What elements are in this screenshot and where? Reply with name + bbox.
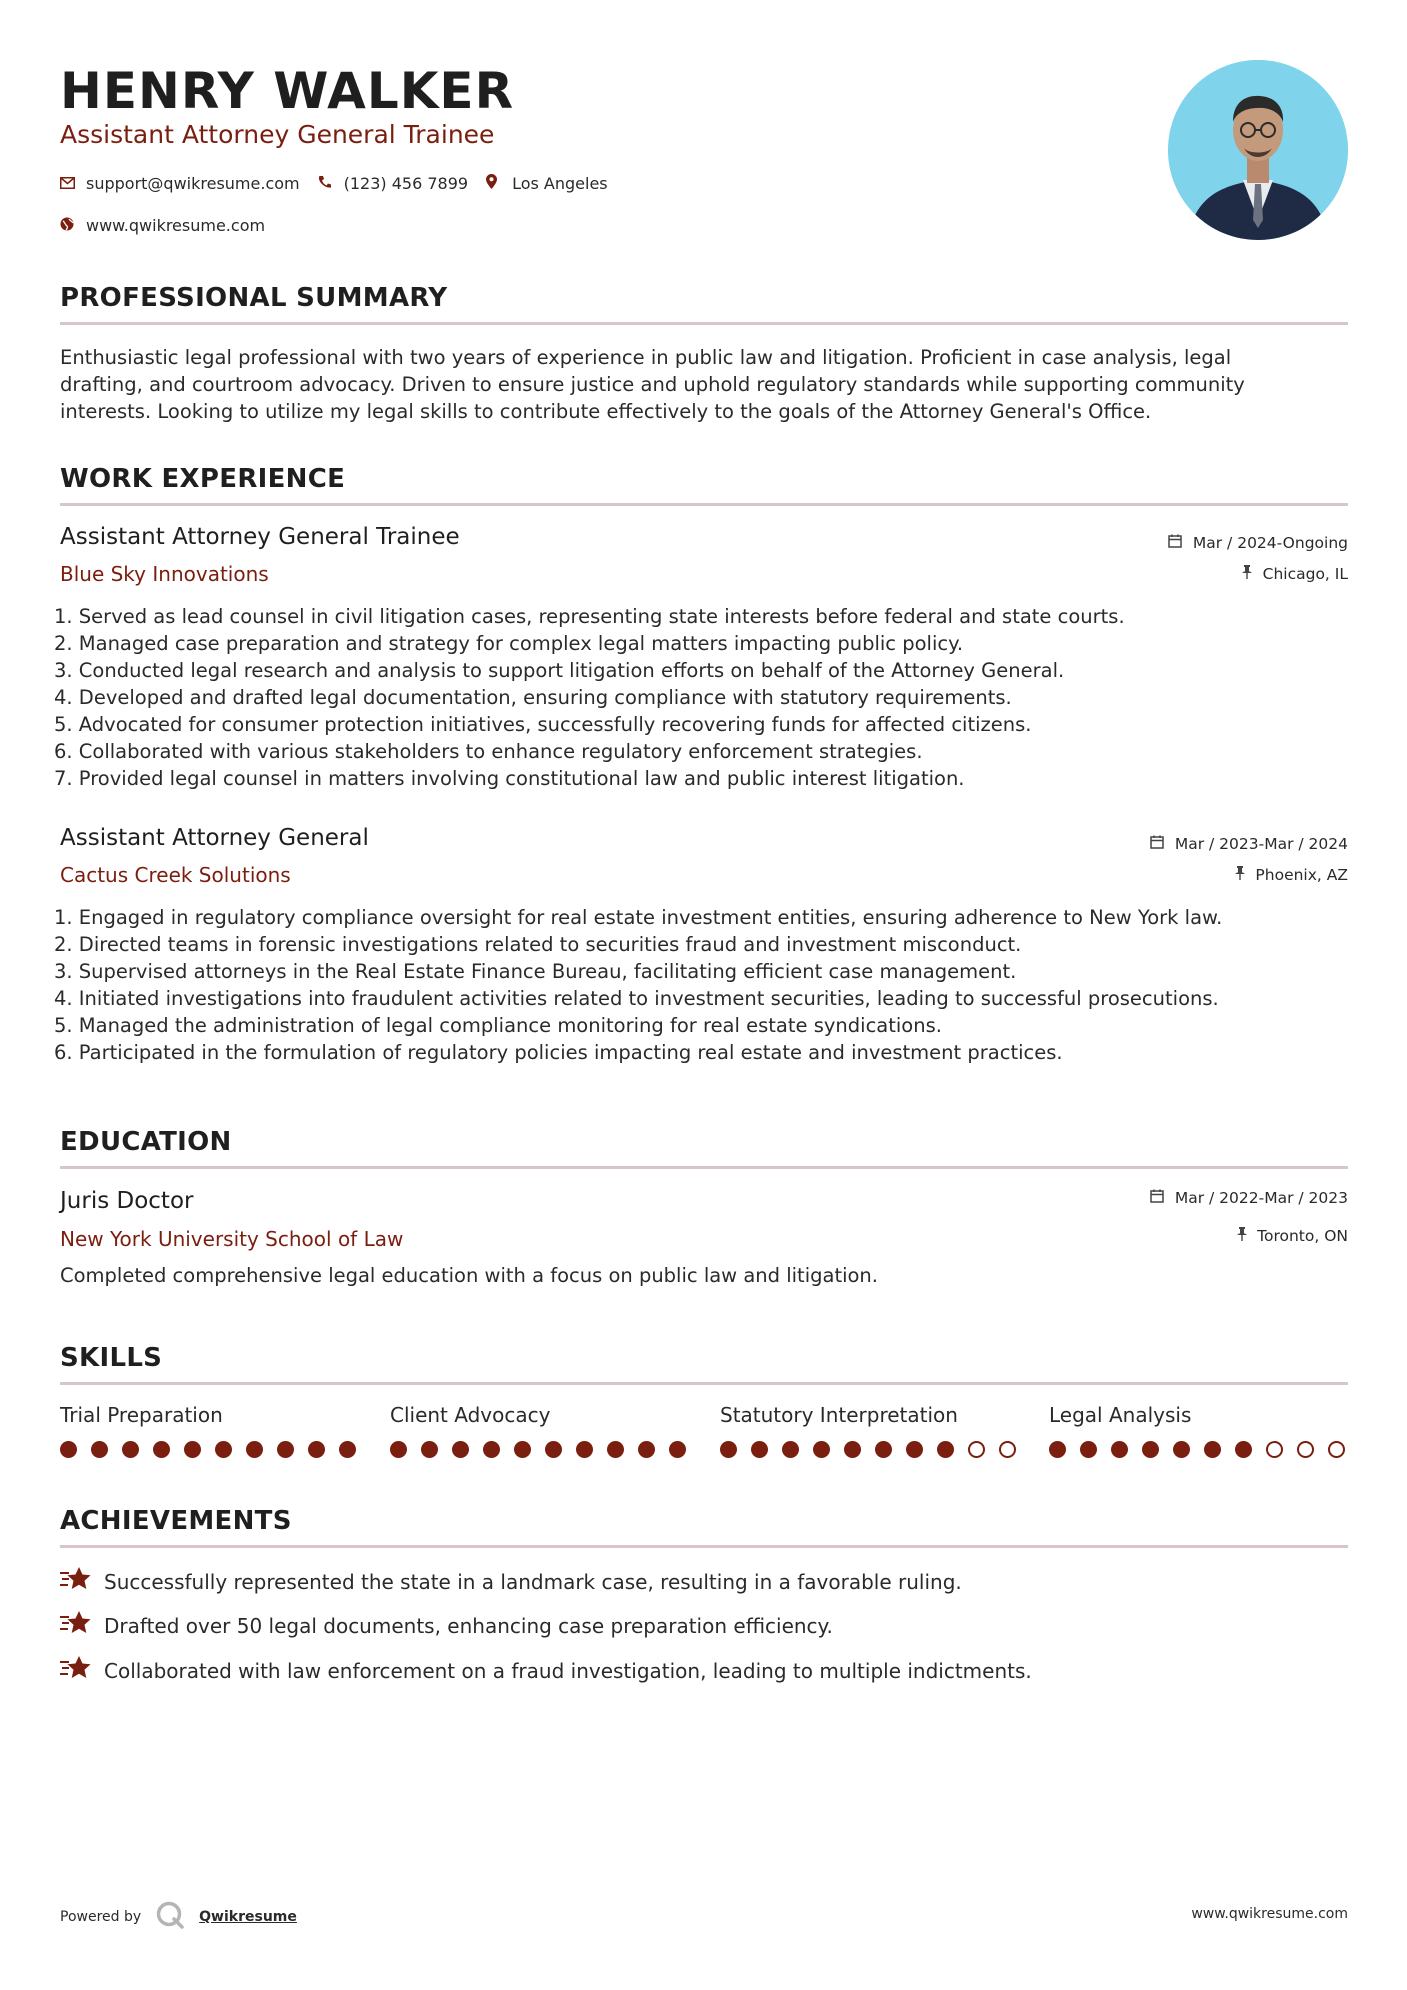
achievement-item (60, 1565, 962, 1598)
rating-dot-filled (669, 1441, 686, 1458)
list-item: 3. Supervised attorneys in the Real Estate Finance Bureau, facilitating efficient case management. (54, 960, 1017, 983)
powered-by-label: Powered by (60, 1909, 142, 1925)
summary-line: Enthusiastic legal professional with two years of experience in public law and litigation. Proficient in case analysis, legal (60, 346, 1232, 369)
rating-dot-filled (246, 1441, 263, 1458)
qwikresume-link[interactable]: Qwikresume (199, 1909, 297, 1925)
list-item: 4. Initiated investigations into fraudulent activities related to investment securities, leading to successful prosecutions. (54, 987, 1219, 1010)
job-title: Assistant Attorney General (60, 825, 369, 851)
rating-dot-filled (782, 1441, 799, 1458)
company-name: Blue Sky Innovations (60, 562, 269, 586)
rating-dot-filled (308, 1441, 325, 1458)
rating-dot-empty (1297, 1441, 1314, 1458)
rating-dot-filled (1080, 1441, 1097, 1458)
achievement-text: Successfully represented the state in a landmark case, resulting in a favorable ruling. (104, 1569, 962, 1594)
rating-dot-filled (545, 1441, 562, 1458)
rating-dot-filled (1111, 1441, 1128, 1458)
pushpin-icon (1242, 567, 1256, 583)
profile-photo (1168, 60, 1348, 240)
skill-rating (60, 1441, 370, 1458)
rating-dot-filled (483, 1441, 500, 1458)
skill-rating (390, 1441, 700, 1458)
rating-dot-filled (452, 1441, 469, 1458)
summary-heading: PROFESSIONAL SUMMARY (60, 283, 448, 313)
achievement-text: Drafted over 50 legal documents, enhancing case preparation efficiency. (104, 1613, 833, 1638)
star-icon (60, 1609, 104, 1642)
list-item: 5. Advocated for consumer protection initiatives, successfully recovering funds for affected citizens. (54, 713, 1032, 736)
section-divider (60, 1382, 1348, 1385)
education-location-text: Toronto, ON (1257, 1227, 1348, 1245)
list-item: 3. Conducted legal research and analysis to support litigation efforts on behalf of the Attorney General. (54, 659, 1065, 682)
education-heading: EDUCATION (60, 1127, 232, 1157)
list-item: 6. Collaborated with various stakeholders to enhance regulatory enforcement strategies. (54, 740, 923, 763)
list-item: 7. Provided legal counsel in matters involving constitutional law and public interest litigation. (54, 767, 965, 790)
rating-dot-filled (215, 1441, 232, 1458)
summary-line: drafting, and courtroom advocacy. Driven to ensure justice and uphold regulatory standards while supporting community (60, 373, 1245, 396)
list-item: 5. Managed the administration of legal compliance monitoring for real estate syndications. (54, 1014, 942, 1037)
education-dates-text: Mar / 2022-Mar / 2023 (1174, 1189, 1348, 1207)
list-item: 2. Managed case preparation and strategy for complex legal matters impacting public policy. (54, 632, 964, 655)
calendar-icon (1150, 1191, 1168, 1207)
education-description: Completed comprehensive legal education with a focus on public law and litigation. (60, 1264, 878, 1287)
rating-dot-filled (720, 1441, 737, 1458)
rating-dot-filled (751, 1441, 768, 1458)
location-text: Los Angeles (512, 174, 608, 193)
company-name: Cactus Creek Solutions (60, 863, 291, 887)
pushpin-icon (1237, 1229, 1251, 1245)
summary-text (60, 344, 1350, 425)
phone-text: (123) 456 7899 (343, 174, 469, 193)
skill-rating (1049, 1441, 1359, 1458)
rating-dot-filled (844, 1441, 861, 1458)
rating-dot-filled (607, 1441, 624, 1458)
contact-row (60, 174, 608, 193)
skill-name: Trial Preparation (60, 1403, 223, 1427)
rating-dot-empty (968, 1441, 985, 1458)
calendar-icon (1150, 837, 1168, 853)
rating-dot-filled (153, 1441, 170, 1458)
website-row (60, 216, 265, 235)
job-location-text: Chicago, IL (1262, 565, 1348, 583)
rating-dot-filled (122, 1441, 139, 1458)
rating-dot-filled (1142, 1441, 1159, 1458)
qwikresume-logo-icon (155, 1900, 185, 1934)
section-divider (60, 1545, 1348, 1548)
rating-dot-empty (999, 1441, 1016, 1458)
list-item: 1. Served as lead counsel in civil litigation cases, representing state interests before federal and state courts. (54, 605, 1125, 628)
rating-dot-filled (1235, 1441, 1252, 1458)
education-location (1237, 1227, 1348, 1245)
achievements-heading: ACHIEVEMENTS (60, 1506, 292, 1536)
rating-dot-filled (1049, 1441, 1066, 1458)
phone-icon (318, 175, 344, 193)
rating-dot-filled (421, 1441, 438, 1458)
summary-line: interests. Looking to utilize my legal skills to contribute effectively to the goals of the Attorney General's Office. (60, 400, 1152, 423)
star-icon (60, 1654, 104, 1687)
pushpin-icon (1235, 868, 1249, 884)
job-duties-list (54, 603, 1354, 792)
envelope-icon (60, 175, 86, 193)
skill-rating (720, 1441, 1030, 1458)
school-name: New York University School of Law (60, 1227, 404, 1251)
rating-dot-filled (1204, 1441, 1221, 1458)
skills-heading: SKILLS (60, 1343, 163, 1373)
list-item: 6. Participated in the formulation of regulatory policies impacting real estate and investment practices. (54, 1041, 1063, 1064)
rating-dot-filled (906, 1441, 923, 1458)
skill-name: Legal Analysis (1049, 1403, 1192, 1427)
list-item: 1. Engaged in regulatory compliance oversight for real estate investment entities, ensuring adherence to New York law. (54, 906, 1223, 929)
job-dates-text: Mar / 2023-Mar / 2024 (1174, 835, 1348, 853)
skill-name: Statutory Interpretation (720, 1403, 958, 1427)
candidate-role: Assistant Attorney General Trainee (60, 120, 495, 149)
achievement-text: Collaborated with law enforcement on a fraud investigation, leading to multiple indictments. (104, 1658, 1032, 1683)
achievement-item (60, 1654, 1032, 1687)
map-pin-icon (486, 174, 512, 193)
job-dates (1150, 835, 1348, 853)
rating-dot-filled (638, 1441, 655, 1458)
job-location (1242, 565, 1348, 583)
rating-dot-filled (339, 1441, 356, 1458)
rating-dot-filled (277, 1441, 294, 1458)
rating-dot-filled (60, 1441, 77, 1458)
rating-dot-filled (514, 1441, 531, 1458)
star-icon (60, 1565, 104, 1598)
job-duties-list (54, 904, 1354, 1066)
footer-branding (60, 1900, 297, 1934)
website-link[interactable]: www.qwikresume.com (86, 216, 266, 235)
globe-icon (60, 217, 86, 235)
rating-dot-filled (390, 1441, 407, 1458)
email-link[interactable]: support@qwikresume.com (86, 174, 300, 193)
rating-dot-filled (184, 1441, 201, 1458)
candidate-name: HENRY WALKER (60, 62, 515, 120)
job-dates-text: Mar / 2024-Ongoing (1192, 534, 1348, 552)
list-item: 4. Developed and drafted legal documentation, ensuring compliance with statutory requirements. (54, 686, 1012, 709)
calendar-icon (1168, 536, 1186, 552)
job-location-text: Phoenix, AZ (1255, 866, 1348, 884)
rating-dot-empty (1266, 1441, 1283, 1458)
rating-dot-filled (1173, 1441, 1190, 1458)
job-location (1235, 866, 1348, 884)
rating-dot-filled (813, 1441, 830, 1458)
footer-website-link[interactable]: www.qwikresume.com (1191, 1906, 1348, 1922)
section-divider (60, 503, 1348, 506)
rating-dot-filled (875, 1441, 892, 1458)
rating-dot-filled (576, 1441, 593, 1458)
job-title: Assistant Attorney General Trainee (60, 524, 460, 550)
degree-name: Juris Doctor (60, 1188, 194, 1214)
section-divider (60, 322, 1348, 325)
skill-name: Client Advocacy (390, 1403, 551, 1427)
achievement-item (60, 1609, 833, 1642)
list-item: 2. Directed teams in forensic investigations related to securities fraud and investment misconduct. (54, 933, 1022, 956)
rating-dot-filled (91, 1441, 108, 1458)
rating-dot-filled (937, 1441, 954, 1458)
job-dates (1168, 534, 1348, 552)
section-divider (60, 1166, 1348, 1169)
education-dates (1150, 1189, 1348, 1207)
rating-dot-empty (1328, 1441, 1345, 1458)
experience-heading: WORK EXPERIENCE (60, 464, 346, 494)
